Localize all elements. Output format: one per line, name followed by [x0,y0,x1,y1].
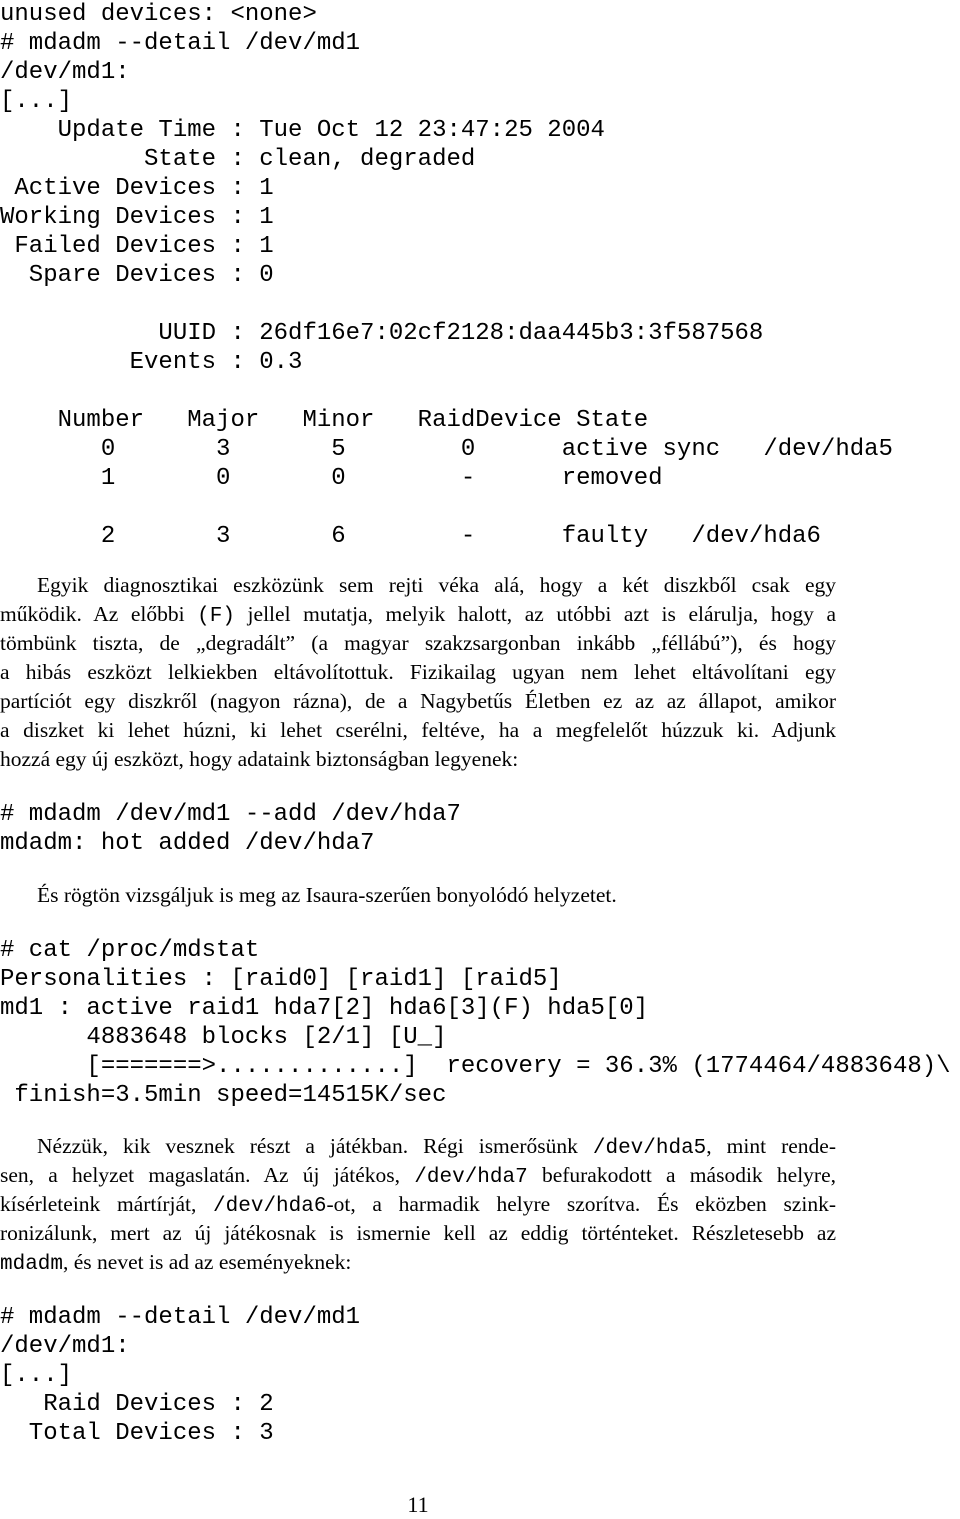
code-line: unused devices: <none> [0,1,317,28]
code-line: Total Devices : 3 [0,1420,274,1447]
paragraph-check-situation [0,881,836,910]
code-line: Active Devices : 1 [0,175,274,202]
code-line: # mdadm --detail /dev/md1 [0,1304,361,1331]
mdadm-detail-output-2 [0,1303,360,1448]
text-line: És rögtön vizsgáljuk is meg az Isaura-szerűen bonyolódó helyzetet. [37,883,617,907]
code-line: [=======>.............] recovery = 36.3% (1774464/4883648)\ [0,1053,951,1080]
code-line: 2 3 6 - faulty /dev/hda6 [0,523,821,550]
code-line: # mdadm --detail /dev/md1 [0,30,361,57]
text-line: a hibás eszközt lelkiekben eltávolítottuk. Fizikailag ugyan nem lehet eltávolítani egy [0,660,836,684]
paragraph-players-explanation [0,1132,836,1277]
code-line: State : clean, degraded [0,146,476,173]
paragraph-degraded-explanation [0,571,836,774]
code-line: finish=3.5min speed=14515K/sec [0,1082,447,1109]
text-line: működik. Az előbbi (F) jellel mutatja, melyik halott, az utóbbi azt is elárulja, hogy a [0,602,836,628]
code-line: 4883648 blocks [2/1] [U_] [0,1024,447,1051]
code-line [0,493,893,522]
code-line: Spare Devices : 0 [0,262,274,289]
code-line: Events : 0.3 [0,349,303,376]
code-line: Working Devices : 1 [0,204,274,231]
text-line: sen, a helyzet magaslatán. Az új játékos, /dev/hda7 befurakodott a második helyre, [0,1163,836,1189]
text-line: hozzá egy új eszközt, hogy adataink biztonságban legyenek: [0,747,519,771]
code-line: # mdadm /dev/md1 --add /dev/hda7 [0,801,461,828]
text-line: partíciót egy diszkről (nagyon rázna), de a Nagybetűs Életben ez az az állapot, amikor [0,689,836,713]
code-line: Update Time : Tue Oct 12 23:47:25 2004 [0,117,605,144]
code-line [0,290,893,319]
code-line: # cat /proc/mdstat [0,937,260,964]
code-line: Number Major Minor RaidDevice State [0,407,649,434]
code-line: md1 : active raid1 hda7[2] hda6[3](F) hda5[0] [0,995,649,1022]
text-line: a diszket ki lehet húzni, ki lehet cserélni, feltéve, ha a megfelelőt húzzuk ki. Adjunk [0,718,836,742]
code-line: Raid Devices : 2 [0,1391,274,1418]
code-line: Failed Devices : 1 [0,233,274,260]
text-line: tömbünk tiszta, de „degradált” (a magyar szakzsargonban inkább „féllábú”), és hogy [0,631,836,655]
code-line: [...] [0,88,73,115]
code-line: mdadm: hot added /dev/hda7 [0,830,375,857]
text-line: Egyik diagnosztikai eszközünk sem rejti véka alá, hogy a két diszkből csak egy [37,573,836,597]
code-line: 0 3 5 0 active sync /dev/hda5 [0,436,893,463]
code-line: /dev/md1: [0,1333,130,1360]
text-line: mdadm, és nevet is ad az eseményeknek: [0,1250,352,1276]
text-line: Nézzük, kik vesznek részt a játékban. Régi ismerősünk /dev/hda5, mint rende- [37,1134,836,1160]
code-line: UUID : 26df16e7:02cf2128:daa445b3:3f587568 [0,320,764,347]
mdadm-add-output [0,800,461,858]
text-line: kísérleteink mártírját, /dev/hda6-ot, a harmadik helyre szorítva. És eközben szink- [0,1192,836,1218]
code-line: 1 0 0 - removed [0,465,663,492]
text-line: ronizálunk, mert az új játékosnak is ismernie kell az eddig történteket. Részletesebb az [0,1221,836,1245]
code-line: Personalities : [raid0] [raid1] [raid5] [0,966,562,993]
code-line: /dev/md1: [0,59,130,86]
page-number: 11 [407,1492,429,1517]
code-line: [...] [0,1362,73,1389]
mdstat-output [0,936,951,1110]
code-line [0,377,893,406]
mdadm-detail-output-1 [0,0,893,551]
